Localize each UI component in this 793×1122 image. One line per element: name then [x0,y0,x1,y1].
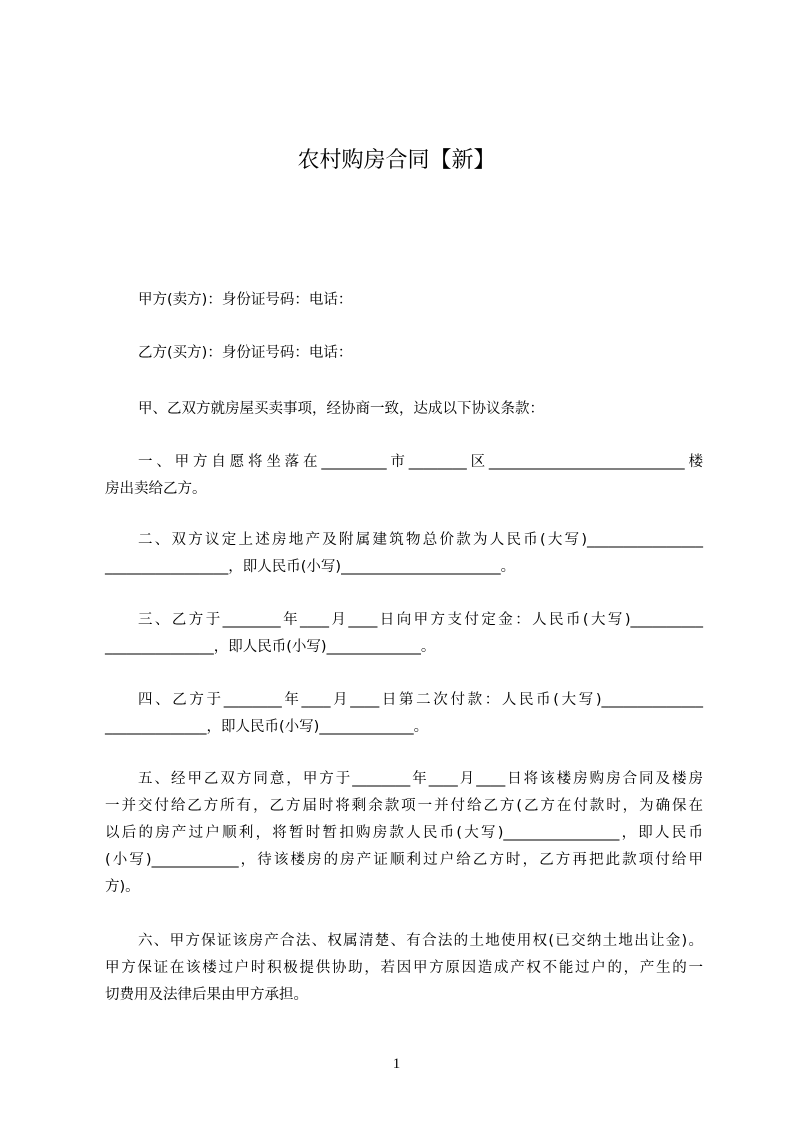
paragraph-8-line: 方)。 [105,879,140,895]
paragraph-5-line: 二、双方议定上述房地产及附属建筑物总价款为人民币(大写)________________ [138,532,703,548]
paragraph-1-line: 甲方(卖方)：身份证号码：电话： [138,292,353,308]
paragraph-9-line: 六、甲方保证该房产合法、权属清楚、有合法的土地使用权(已交纳土地出让金)。 [138,933,703,949]
paragraph-7-line: ______________，即人民币(小写)_____________。 [105,719,429,735]
paragraph-3-line: 甲、乙双方就房屋买卖事项，经协商一致，达成以下协议条款： [138,401,544,417]
paragraph-5-line: _________________，即人民币(小写)______________________。 [105,559,516,575]
paragraph-7-line: 四、乙方于________年____月____日第二次付款：人民币(大写)______________ [138,692,703,708]
paragraph-6-line: 三、乙方于________年____月____日向甲方支付定金：人民币(大写)__________ [138,612,703,628]
paragraph-9-line: 甲方保证在该楼过户时积极提供协助，若因甲方原因造成产权不能过户的，产生的一 [105,960,703,976]
paragraph-8-line: 以后的房产过户顺利，将暂时暂扣购房款人民币(大写)________________，即人民币 [105,825,703,841]
document-title: 农村购房合同【新】 [297,148,496,173]
paragraph-4-line: 房出卖给乙方。 [105,481,207,497]
page-number: 1 [392,1056,401,1072]
paragraph-2-line: 乙方(买方)：身份证号码：电话： [138,345,353,361]
paragraph-8-line: (小写)____________，待该楼房的房产证顺利过户给乙方时，乙方再把此款项付给甲 [105,852,703,868]
paragraph-8-line: 五、经甲乙双方同意，甲方于________年____月____日将该楼房购房合同及楼房 [138,771,703,787]
paragraph-4-line: 一、甲方自愿将坐落在_________市________区___________________________楼 [138,454,703,470]
paragraph-9-line: 切费用及法律后果由甲方承担。 [105,987,308,1003]
paragraph-8-line: 一并交付给乙方所有，乙方届时将剩余款项一并付给乙方(乙方在付款时，为确保在 [105,798,703,814]
paragraph-6-line: _______________，即人民币(小写)_____________。 [105,639,436,655]
